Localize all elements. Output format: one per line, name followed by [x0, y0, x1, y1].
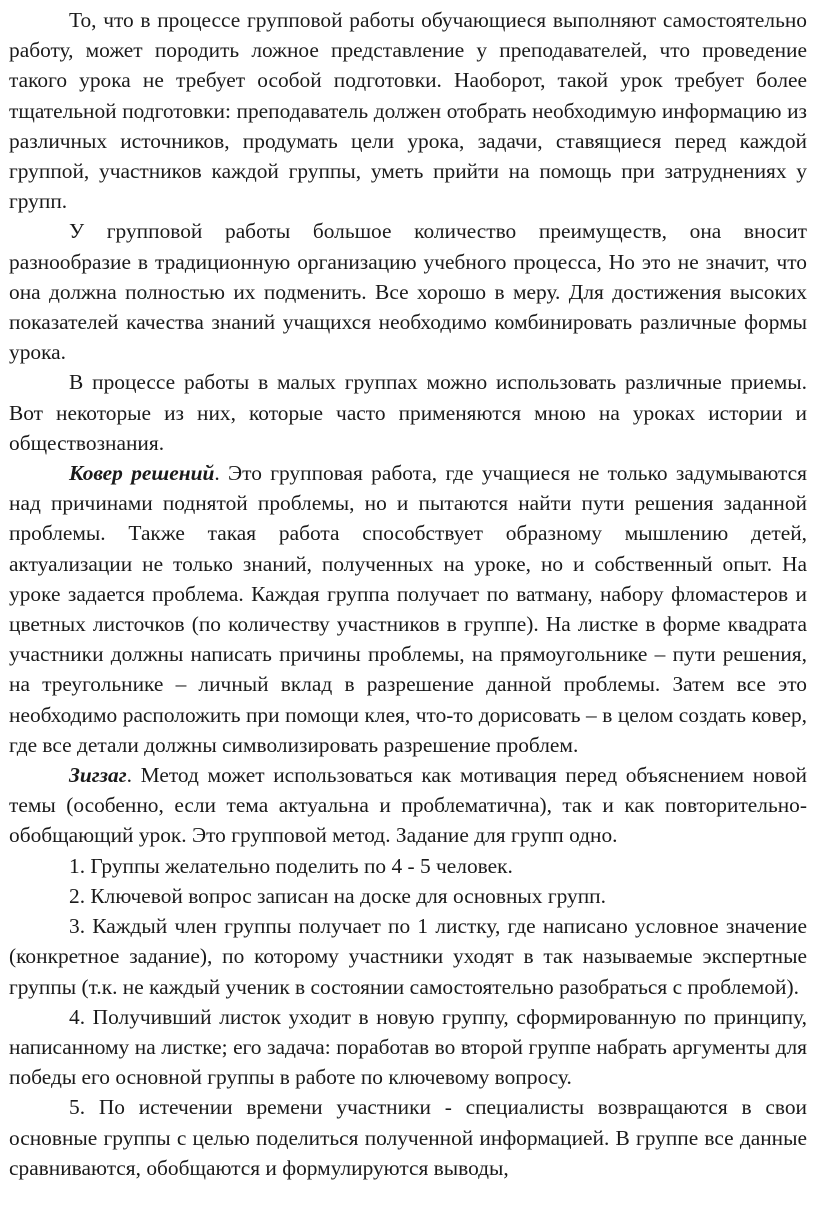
list-item: 5. По истечении времени участники - специалисты возвращаются в свои основные группы с целью поделиться полученной информацией. В группе все данные сравниваются, обобщаются и формулируются выводы, [9, 1095, 807, 1180]
term-decision-carpet: Ковер решений [69, 461, 215, 486]
decision-carpet-description: . Это групповая работа, где учащиеся не только задумываются над причинами поднятой проблемы, но и пытаются найти пути решения заданной проблемы. Также такая работа способствует образному мышлению детей, актуализации не только знаний, полученных на уроке, но и собственный опыт. На уроке задается проблема. Каждая группа получает по ватману, набору фломастеров и цветных листочков (по количеству участников в группе). На листке в форме квадрата участники должны написать причины проблемы, на прямоугольнике – пути решения, на треугольнике – личный вклад в разрешение данной проблемы. Затем все это необходимо расположить при помощи клея, что-то дорисовать – в целом создать ковер, где все детали должны символизировать разрешение проблем. [9, 461, 807, 757]
paragraph-group-work-advantages: У групповой работы большое количество преимуществ, она вносит разнообразие в традиционную организацию учебного процесса, Но это не значит, что она должна полностью их подменить. Все хорошо в меру. Для достижения высоких показателей качества знаний учащихся необходимо комбинировать различные формы урока. [9, 219, 807, 365]
list-item: 1. Группы желательно поделить по 4 - 5 человек. [69, 853, 513, 878]
list-item: 2. Ключевой вопрос записан на доске для основных групп. [69, 883, 606, 908]
paragraph-group-work-preparation: То, что в процессе групповой работы обучающиеся выполняют самостоятельно работу, может породить ложное представление у преподавателей, что проведение такого урока не требует особой подготовки. Наоборот, такой урок требует более тщательной подготовки: преподаватель должен отобрать необходимую информацию из различных источников, продумать цели урока, задачи, ставящиеся перед каждой группой, участников каждой группы, уметь прийти на помощь при затруднениях у групп. [9, 8, 807, 214]
paragraph-small-group-techniques: В процессе работы в малых группах можно использовать различные приемы. Вот некоторые из них, которые часто применяются мною на уроках истории и обществознания. [9, 370, 807, 455]
zigzag-description: . Метод может использоваться как мотивация перед объяснением новой темы (особенно, если тема актуальна и проблематична), так и как повторительно-обобщающий урок. Это групповой метод. Задание для групп одно. [9, 763, 807, 848]
document-page [9, 5, 807, 1183]
list-item: 3. Каждый член группы получает по 1 листку, где написано условное значение (конкретное задание), по которому участники уходят в так называемые экспертные группы (т.к. не каждый ученик в состоянии самостоятельно разобраться с проблемой). [9, 914, 807, 999]
paragraph-zigzag [9, 760, 807, 851]
list-item: 4. Получивший листок уходит в новую группу, сформированную по принципу, написанному на листке; его задача: поработав во второй группе набрать аргументы для победы его основной группы в работе по ключевому вопросу. [9, 1004, 807, 1090]
paragraph-decision-carpet [9, 458, 807, 760]
term-zigzag: Зигзаг [69, 763, 127, 788]
